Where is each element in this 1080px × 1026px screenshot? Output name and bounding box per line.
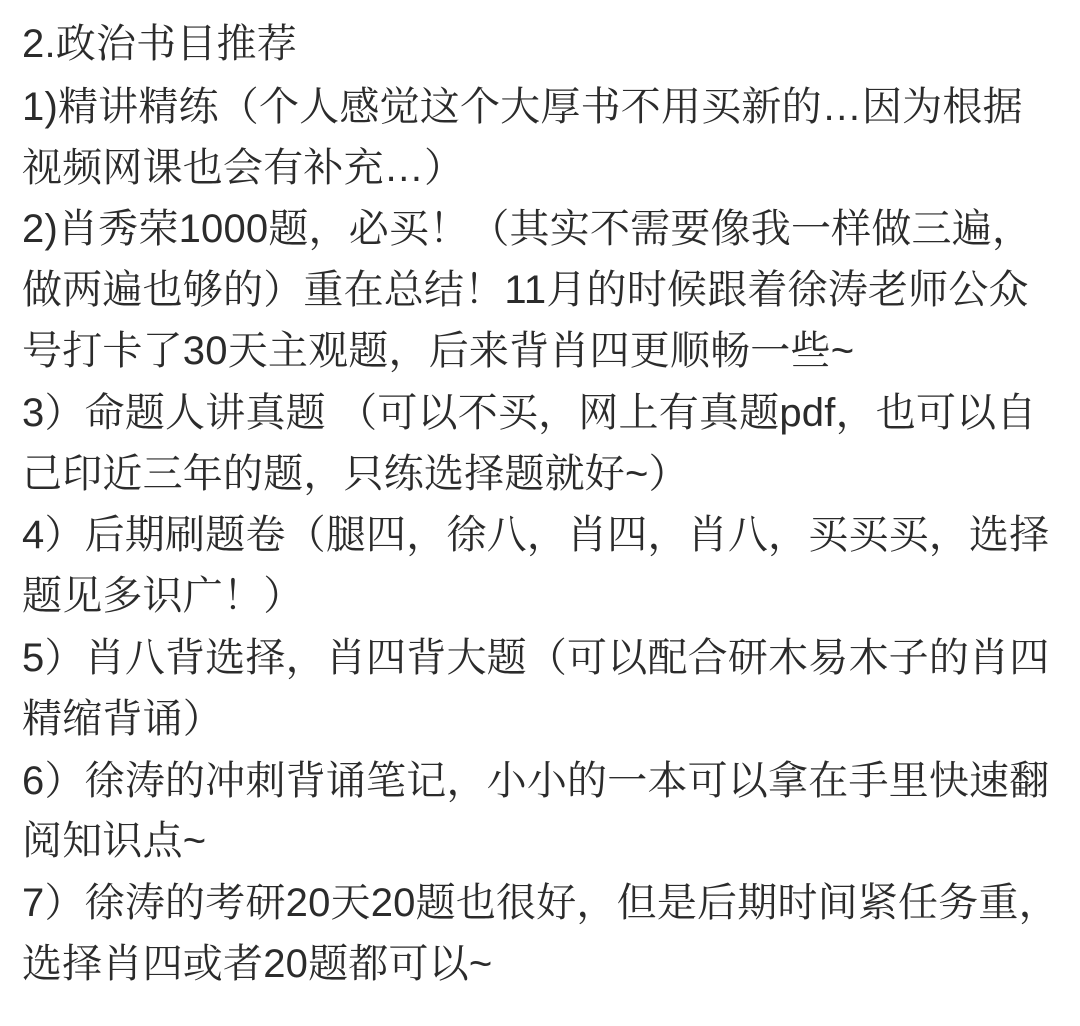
section-heading: 2.政治书目推荐 bbox=[22, 22, 297, 66]
list-item-6: 6）徐涛的冲刺背诵笔记，小小的一本可以拿在手里快速翻阅知识点~ bbox=[22, 758, 1050, 864]
list-item-1: 1)精讲精练（个人感觉这个大厚书不用买新的…因为根据视频网课也会有补充…） bbox=[22, 84, 1023, 190]
list-item-7: 7）徐涛的考研20天20题也很好，但是后期时间紧任务重，选择肖四或者20题都可以~ bbox=[22, 881, 1059, 986]
document-body bbox=[22, 14, 1062, 995]
list-item-4: 4）后期刷题卷（腿四，徐八，肖四，肖八，买买买，选择题见多识广！） bbox=[22, 513, 1050, 619]
list-item-3: 3）命题人讲真题 （可以不买，网上有真题pdf，也可以自己印近三年的题，只练选择题就好~） bbox=[22, 390, 1037, 496]
list-item-5: 5）肖八背选择，肖四背大题（可以配合研木易木子的肖四精缩背诵） bbox=[22, 635, 1050, 741]
list-item-2: 2)肖秀荣1000题，必买！（其实不需要像我一样做三遍，做两遍也够的）重在总结！11月的时候跟着徐涛老师公众号打卡了30天主观题，后来背肖四更顺畅一些~ bbox=[22, 207, 1033, 373]
